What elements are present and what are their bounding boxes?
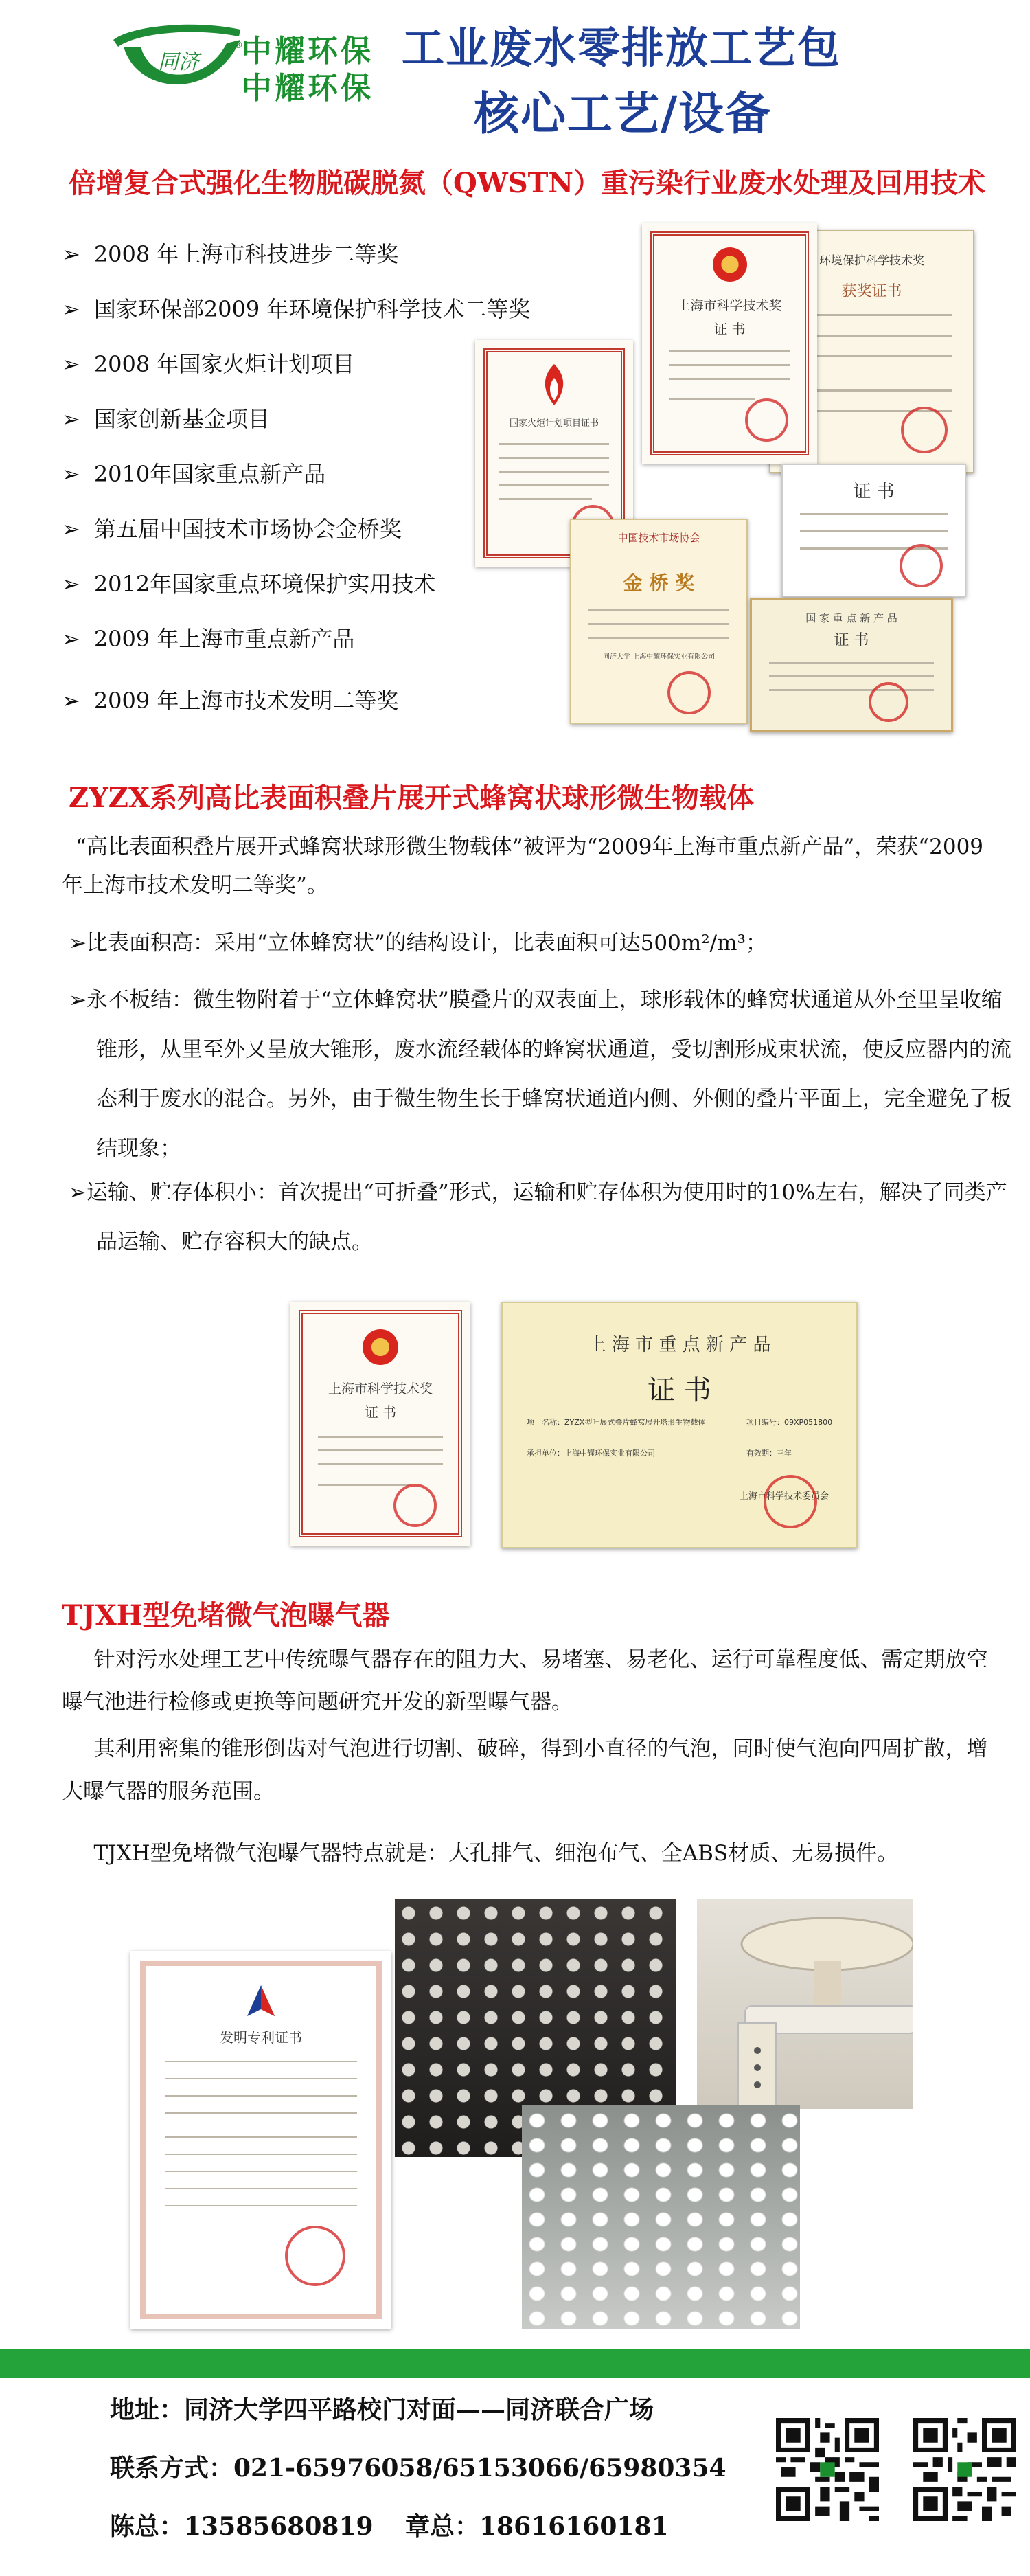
photo-aeration-tank — [522, 2105, 800, 2329]
arrow-icon: ➢ — [62, 461, 80, 487]
photo-aerator-closeup — [697, 1899, 913, 2109]
section-1-title: 倍增复合式强化生物脱碳脱氮（QWSTN）重污染行业废水处理及回用技术 — [69, 167, 985, 199]
section-2-title: ZYZX系列高比表面积叠片展开式蜂窝状球形微生物载体 — [69, 782, 754, 814]
arrow-icon: ➢ — [62, 296, 80, 322]
certificate-torch-program: 国家火炬计划项目证书 — [475, 340, 633, 567]
certificate-sh-sci-award-2: 上海市科学技术奖 证 书 — [290, 1302, 470, 1546]
header-title: 工业废水零排放工艺包 — [402, 23, 842, 73]
feature-item: ➢比表面积高：采用“立体蜂窝状”的结构设计，比表面积可达500m²/m³； — [69, 931, 767, 956]
award-item: ➢ 2008 年上海市科技进步二等奖 — [62, 241, 399, 267]
arrow-icon: ➢ — [62, 351, 80, 377]
certificate-env-award: 环境保护科学技术奖 获奖证书 — [769, 230, 974, 473]
arrow-icon: ➢ — [62, 241, 80, 267]
contact-person-2: 章总：18616160181 — [405, 2512, 669, 2541]
brand-name-line-1: 中耀环保 — [242, 34, 374, 69]
header-subtitle: 核心工艺/设备 — [474, 87, 772, 140]
award-item: ➢ 国家创新基金项目 — [62, 406, 270, 432]
certificate-sh-sci-award: 上海市科学技术奖 证 书 — [642, 223, 817, 464]
brand-name-line-2: 中耀环保 — [242, 71, 374, 106]
section-3-paragraph: 针对污水处理工艺中传统曝气器存在的阻力大、易堵塞、易老化、运行可靠程度低、需定期放空曝气池进行检修或更换等问题研究开发的新型曝气器。 — [62, 1647, 988, 1715]
arrow-icon: ➢ — [69, 931, 87, 956]
certificate-patent: 发明专利证书 — [130, 1951, 391, 2329]
award-item: ➢ 2009 年上海市技术发明二等奖 — [62, 688, 399, 714]
contact-text: 联系方式：021-65976058/65153066/65980354 — [110, 2454, 726, 2483]
logo-text: 同济 — [158, 50, 199, 74]
arrow-icon: ➢ — [62, 626, 80, 652]
section-2-intro: “高比表面积叠片展开式蜂窝状球形微生物载体”被评为“2009年上海市重点新产品”，荣获“2009 年上海市技术发明二等奖”。 — [62, 835, 984, 898]
arrow-icon: ➢ — [69, 1180, 87, 1205]
footer-green-band — [0, 2349, 1030, 2378]
arrow-icon: ➢ — [69, 988, 87, 1013]
svg-text:®: ® — [233, 40, 243, 51]
certificate-generic: 证 书 — [781, 464, 966, 597]
section-3-paragraph: TJXH型免堵微气泡曝气器特点就是：大孔排气、细泡布气、全ABS材质、无易损件。 — [93, 1841, 899, 1866]
section-3-title: TJXH型免堵微气泡曝气器 — [62, 1599, 390, 1631]
arrow-icon: ➢ — [62, 406, 80, 432]
certificate-jinqiao-award: 中国技术市场协会 金 桥 奖 同济大学 上海中耀环保实业有限公司 — [570, 519, 748, 724]
section-3-paragraph: 其利用密集的锥形倒齿对气泡进行切割、破碎，得到小直径的气泡，同时使气泡向四周扩散，增大曝气器的服务范围。 — [62, 1737, 988, 1804]
certificate-sh-new-product: 上 海 市 重 点 新 产 品 证 书 项目名称：ZYZX型叶展式叠片蜂窝展开塔形生物载体 项目编号：09XP051800 承担单位：上海中耀环保实业有限公司 有效期：三年 上海市科学技术委员会 — [501, 1302, 858, 1548]
award-item: ➢ 2009 年上海市重点新产品 — [62, 626, 355, 652]
certificate-national-new-product: 国 家 重 点 新 产 品 证 书 — [750, 598, 953, 732]
award-item: ➢ 第五届中国技术市场协会金桥奖 — [62, 516, 402, 542]
arrow-icon: ➢ — [62, 688, 80, 714]
arrow-icon: ➢ — [62, 516, 80, 542]
feature-item: ➢永不板结：微生物附着于“立体蜂窝状”膜叠片的双表面上，球形载体的蜂窝状通道从外至里呈收缩锥形，从里至外又呈放大锥形，废水流经载体的蜂窝状通道，受切割形成束状流，使反应器内的流态利于废水的混合。另外，由于微生物生长于蜂窝状通道内侧、外侧的叠片平面上，完全避免了板结现象； — [69, 988, 1011, 1161]
feature-item: ➢运输、贮存体积小：首次提出“可折叠”形式，运输和贮存体积为使用时的10%左右，解决了同类产品运输、贮存容积大的缺点。 — [69, 1180, 1007, 1254]
arrow-icon: ➢ — [62, 571, 80, 597]
award-item: ➢ 2008 年国家火炬计划项目 — [62, 351, 355, 377]
address-text: 地址：同济大学四平路校门对面——同济联合广场 — [110, 2395, 654, 2424]
award-item: ➢ 2010年国家重点新产品 — [62, 461, 326, 487]
contact-person-1: 陈总：13585680819 — [110, 2512, 374, 2541]
award-item: ➢ 2012年国家重点环境保护实用技术 — [62, 571, 436, 597]
patent-emblem-icon — [240, 1982, 282, 2023]
torch-icon — [534, 361, 575, 409]
award-item: ➢ 国家环保部2009 年环境保护科学技术二等奖 — [62, 296, 531, 322]
company-logo — [110, 19, 247, 109]
qr-code-icon[interactable] — [913, 2418, 1016, 2521]
qr-code-icon[interactable] — [776, 2418, 879, 2521]
